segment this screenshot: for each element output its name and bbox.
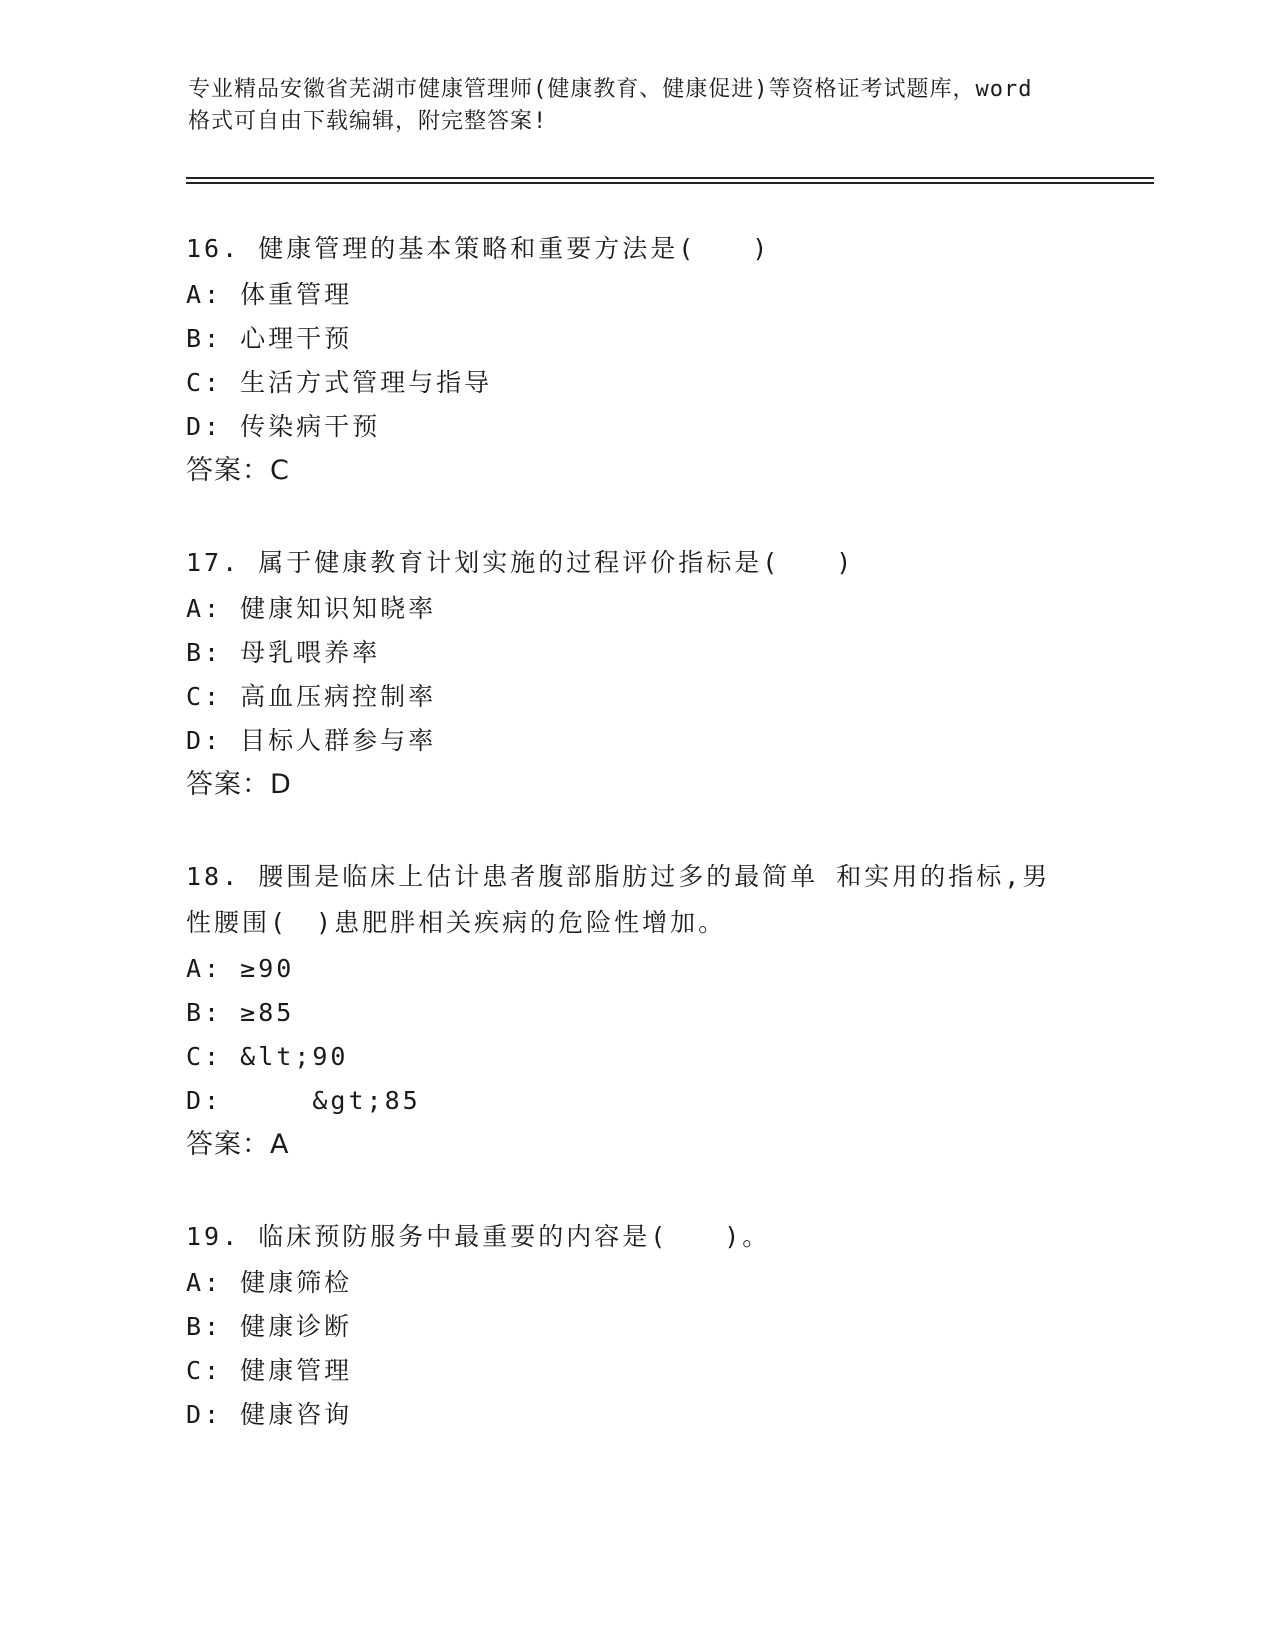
header-line-2: 格式可自由下载编辑，附完整答案! — [188, 109, 548, 134]
question-17-option-c: C: 高血压病控制率 — [186, 682, 437, 711]
question-18-answer: 答案：A — [186, 1129, 290, 1160]
question-16-answer: 答案：C — [186, 455, 290, 486]
question-17-option-b: B: 母乳喂养率 — [186, 638, 381, 667]
question-17-answer: 答案：D — [186, 769, 292, 800]
header-line-1: 专业精品安徽省芜湖市健康管理师(健康教育、健康促进)等资格证考试题库，word — [188, 77, 1033, 102]
question-17-option-d: D: 目标人群参与率 — [186, 726, 437, 755]
question-18-option-a: A: ≥90 — [186, 954, 295, 983]
question-19-option-d: D: 健康咨询 — [186, 1400, 353, 1429]
question-16-stem: 16. 健康管理的基本策略和重要方法是( ) — [186, 234, 771, 263]
question-16-option-d: D: 传染病干预 — [186, 412, 381, 441]
question-18-option-d: D: &gt;85 — [186, 1086, 421, 1115]
question-18-option-b: B: ≥85 — [186, 998, 295, 1027]
question-18-option-c: C: &lt;90 — [186, 1042, 349, 1071]
question-18-stem-continued: 性腰围( )患肥胖相关疾病的危险性增加。 — [186, 908, 727, 937]
question-18-stem: 18. 腰围是临床上估计患者腹部脂肪过多的最简单 和实用的指标,男 — [186, 862, 1051, 891]
document-header — [188, 74, 1088, 138]
question-19-option-a: A: 健康筛检 — [186, 1268, 353, 1297]
question-19-option-c: C: 健康管理 — [186, 1356, 353, 1385]
question-16-option-b: B: 心理干预 — [186, 324, 353, 353]
question-19-stem: 19. 临床预防服务中最重要的内容是( )。 — [186, 1222, 771, 1251]
header-divider-bottom — [186, 182, 1154, 184]
question-17-stem: 17. 属于健康教育计划实施的过程评价指标是( ) — [186, 548, 855, 577]
question-17-option-a: A: 健康知识知晓率 — [186, 594, 437, 623]
question-16-option-a: A: 体重管理 — [186, 280, 353, 309]
question-16-option-c: C: 生活方式管理与指导 — [186, 368, 493, 397]
header-divider-top — [186, 177, 1154, 179]
question-19-option-b: B: 健康诊断 — [186, 1312, 353, 1341]
